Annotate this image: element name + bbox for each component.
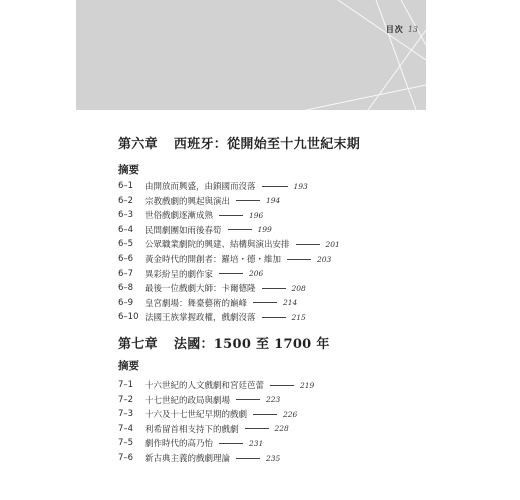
toc-entry[interactable] [118, 437, 263, 449]
section-page: 215 [291, 312, 306, 322]
leader-line [262, 288, 286, 289]
section-page: 194 [266, 196, 281, 206]
toc-entry[interactable] [118, 379, 314, 391]
chapter-number: 第六章 [118, 137, 158, 152]
section-number: 7–2 [118, 394, 134, 405]
section-number: 7–3 [118, 409, 134, 420]
section-title: 十七世紀的政局與劇場 [145, 395, 231, 406]
header-banner [76, 0, 426, 110]
toc-entry[interactable] [118, 268, 263, 280]
section-title: 民間劇團如雨後春筍 [145, 225, 222, 236]
chapter-title: 西班牙：從開始至十九世紀末期 [173, 137, 361, 152]
toc-entry[interactable] [118, 209, 263, 221]
section-title: 法國王族掌握政權，戲劇沒落 [145, 313, 256, 324]
toc-entry[interactable] [118, 297, 297, 309]
banner-decoration [76, 0, 426, 110]
section-title: 由開放而興盛，由鎖國而沒落 [145, 182, 256, 192]
toc-entry[interactable] [118, 311, 306, 323]
leader-line [253, 302, 277, 303]
section-number: 6–1 [118, 181, 134, 191]
section-number: 7–5 [118, 438, 134, 449]
section-page: 223 [266, 395, 281, 405]
leader-line [236, 399, 260, 400]
running-header-title: 目次 [385, 24, 404, 34]
section-title: 皇宮劇場：舞臺藝術的巔峰 [145, 298, 248, 309]
toc-entry[interactable] [118, 423, 289, 435]
toc-entry[interactable] [118, 394, 280, 406]
chapter-heading [118, 333, 330, 352]
section-title: 最後一位戲劇大師：卡爾德隆 [145, 284, 256, 295]
section-page: 196 [249, 210, 264, 220]
leader-line [262, 186, 288, 187]
toc-entry[interactable] [118, 408, 297, 420]
toc-entry[interactable] [118, 282, 306, 294]
section-number: 7–6 [118, 453, 134, 463]
chapter-number: 第七章 [118, 337, 158, 352]
chapter-heading [118, 133, 360, 152]
leader-line [228, 229, 252, 230]
section-title: 異彩紛呈的劇作家 [145, 269, 214, 280]
leader-line [287, 259, 311, 260]
leader-line [236, 200, 260, 201]
section-number: 7–1 [118, 380, 134, 390]
toc-entry[interactable] [118, 224, 272, 236]
toc-entry[interactable] [118, 452, 280, 464]
section-number: 6–2 [118, 195, 134, 206]
summary-heading: 摘要 [118, 360, 139, 372]
section-number: 6–10 [118, 312, 139, 323]
section-title: 新古典主義的戲劇理論 [145, 454, 231, 464]
leader-line [270, 385, 294, 386]
leader-line [262, 317, 286, 318]
toc-entry[interactable] [118, 238, 340, 250]
section-page: 235 [266, 453, 281, 463]
section-number: 6–6 [118, 254, 134, 264]
section-page: 214 [283, 298, 298, 308]
section-number: 6–7 [118, 268, 134, 279]
leader-line [296, 244, 320, 245]
leader-line [245, 428, 269, 429]
running-header [386, 24, 418, 35]
section-page: 199 [257, 225, 272, 235]
section-title: 世俗戲劇逐漸成熟 [145, 211, 214, 222]
section-number: 6–9 [118, 297, 134, 308]
leader-line [236, 458, 260, 459]
chapter-title: 法國：1500 至 1700 年 [173, 337, 330, 352]
section-page: 228 [274, 424, 289, 434]
section-title: 公眾職業劇院的興建、結構與演出安排 [145, 240, 290, 251]
section-number: 7–4 [118, 423, 134, 434]
summary-heading: 摘要 [118, 164, 139, 176]
leader-line [253, 414, 277, 415]
section-title: 劇作時代的高乃怡 [145, 439, 214, 450]
toc-entry[interactable] [118, 180, 308, 192]
section-page: 193 [293, 181, 308, 191]
section-page: 219 [300, 380, 315, 390]
page-number: 13 [407, 25, 418, 34]
section-page: 203 [317, 254, 332, 264]
section-number: 6–5 [118, 239, 134, 250]
section-title: 十六及十七世紀早期的戲劇 [145, 410, 248, 421]
section-page: 201 [325, 239, 340, 249]
section-page: 208 [291, 283, 306, 293]
toc-entry[interactable] [118, 253, 331, 265]
toc-entry[interactable] [118, 195, 280, 207]
section-title: 黃金時代的開創者：羅培・德・維加 [145, 255, 282, 265]
section-page: 206 [249, 269, 264, 279]
leader-line [219, 443, 243, 444]
section-page: 226 [283, 409, 298, 419]
section-title: 十六世紀的人文戲劇和宮廷芭蕾 [145, 381, 265, 391]
section-title: 利希留首相支持下的戲劇 [145, 424, 239, 435]
section-number: 6–8 [118, 283, 134, 294]
leader-line [219, 215, 243, 216]
section-number: 6–3 [118, 210, 134, 221]
section-page: 231 [249, 438, 264, 448]
section-title: 宗教戲劇的興起與演出 [145, 196, 231, 207]
section-number: 6–4 [118, 224, 134, 235]
leader-line [219, 273, 243, 274]
